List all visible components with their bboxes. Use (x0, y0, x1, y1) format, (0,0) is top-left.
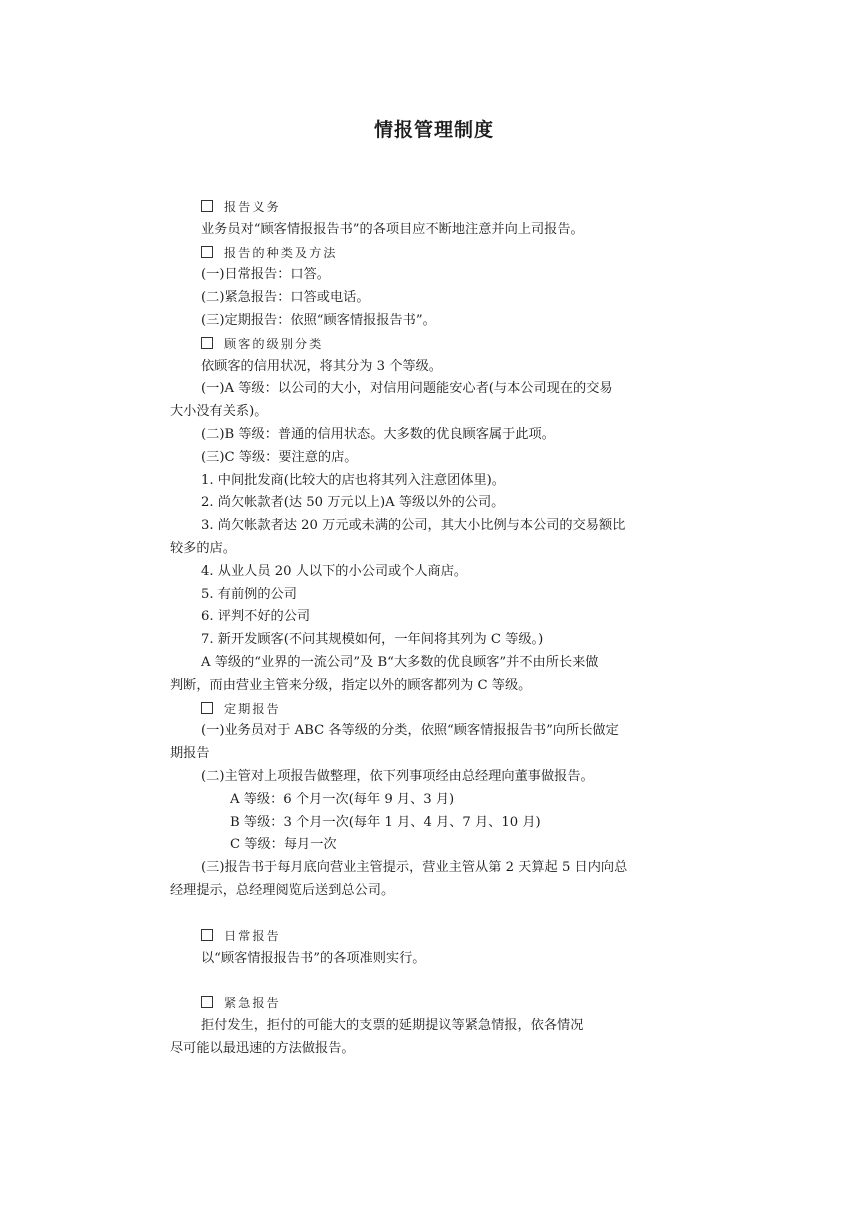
list-item: 3. 尚欠帐款者达 20 万元或未满的公司，其大小比例与本公司的交易额比 (201, 518, 626, 534)
checkbox-square-icon (201, 929, 213, 941)
section-heading-report-duty: 报告义务 (170, 196, 695, 219)
paragraph: (一)业务员对于 ABC 各等级的分类，依照“顾客情报报告书”向所长做定 (201, 723, 619, 739)
checkbox-square-icon (201, 337, 213, 349)
paragraph-continuation: 尽可能以最迅速的方法做报告。 (170, 1040, 355, 1056)
section-heading-urgent-report: 紧急报告 (170, 992, 695, 1015)
checkbox-square-icon (201, 702, 213, 714)
paragraph: 业务员对“顾客情报报告书”的各项目应不断地注意并向上司报告。 (201, 221, 584, 237)
document-title: 情报管理制度 (373, 119, 494, 141)
list-item: 5. 有前例的公司 (201, 586, 297, 602)
paragraph-continuation: 大小没有关系)。 (170, 404, 268, 420)
paragraph: (一)A 等级：以公司的大小，对信用问题能安心者(与本公司现在的交易 (201, 381, 613, 397)
section-heading-report-types: 报告的种类及方法 (170, 242, 695, 265)
paragraph: A 等级的“业界的一流公司”及 B“大多数的优良顾客”并不由所长来做 (201, 654, 599, 670)
grade-schedule-c: C 等级：每月一次 (230, 837, 337, 853)
list-item: 6. 评判不好的公司 (201, 609, 311, 625)
spacer (170, 970, 695, 992)
checkbox-square-icon (201, 996, 213, 1008)
list-item-continuation: 较多的店。 (170, 540, 236, 556)
document-body (170, 196, 695, 1061)
paragraph: 依顾客的信用状况，将其分为 3 个等级。 (201, 358, 442, 374)
paragraph: (三)报告书于每月底向营业主管提示，营业主管从第 2 天算起 5 日内向总 (201, 860, 628, 876)
paragraph: (三)定期报告：依照“顾客情报报告书”。 (201, 312, 436, 328)
list-item: 4. 从业人员 20 人以下的小公司或个人商店。 (201, 563, 468, 579)
paragraph-continuation: 经理提示，总经理阅览后送到总公司。 (170, 882, 395, 898)
paragraph-continuation: 判断，而由营业主管来分级，指定以外的顾客都列为 C 等级。 (170, 677, 532, 693)
paragraph: 以“顾客情报报告书”的各项准则实行。 (201, 950, 426, 966)
paragraph: (一)日常报告：口答。 (201, 267, 330, 283)
paragraph: (二)B 等级：普通的信用状态。大多数的优良顾客属于此项。 (201, 426, 555, 442)
paragraph: 拒付发生，拒付的可能大的支票的延期提议等紧急情报，依各情况 (201, 1018, 584, 1034)
section-heading-customer-grades: 顾客的级别分类 (170, 333, 695, 356)
paragraph: (二)紧急报告：口答或电话。 (201, 290, 370, 306)
list-item: 1. 中间批发商(比较大的店也将其列入注意团体里)。 (201, 472, 505, 488)
section-heading-daily-report: 日常报告 (170, 925, 695, 948)
section-heading-periodic-report: 定期报告 (170, 698, 695, 721)
paragraph: (二)主管对上项报告做整理，依下列事项经由总经理向董事做报告。 (201, 768, 594, 784)
grade-schedule-b: B 等级：3 个月一次(每年 1 月、4 月、7 月、10 月) (230, 814, 541, 830)
grade-schedule-a: A 等级：6 个月一次(每年 9 月、3 月) (230, 791, 455, 807)
list-item: 2. 尚欠帐款者(达 50 万元以上)A 等级以外的公司。 (201, 495, 505, 511)
checkbox-square-icon (201, 246, 213, 258)
checkbox-square-icon (201, 200, 213, 212)
paragraph: (三)C 等级：要注意的店。 (201, 449, 358, 465)
list-item: 7. 新开发顾客(不问其规模如何，一年间将其列为 C 等级。) (201, 632, 544, 648)
paragraph-continuation: 期报告 (170, 746, 210, 762)
spacer (170, 903, 695, 925)
